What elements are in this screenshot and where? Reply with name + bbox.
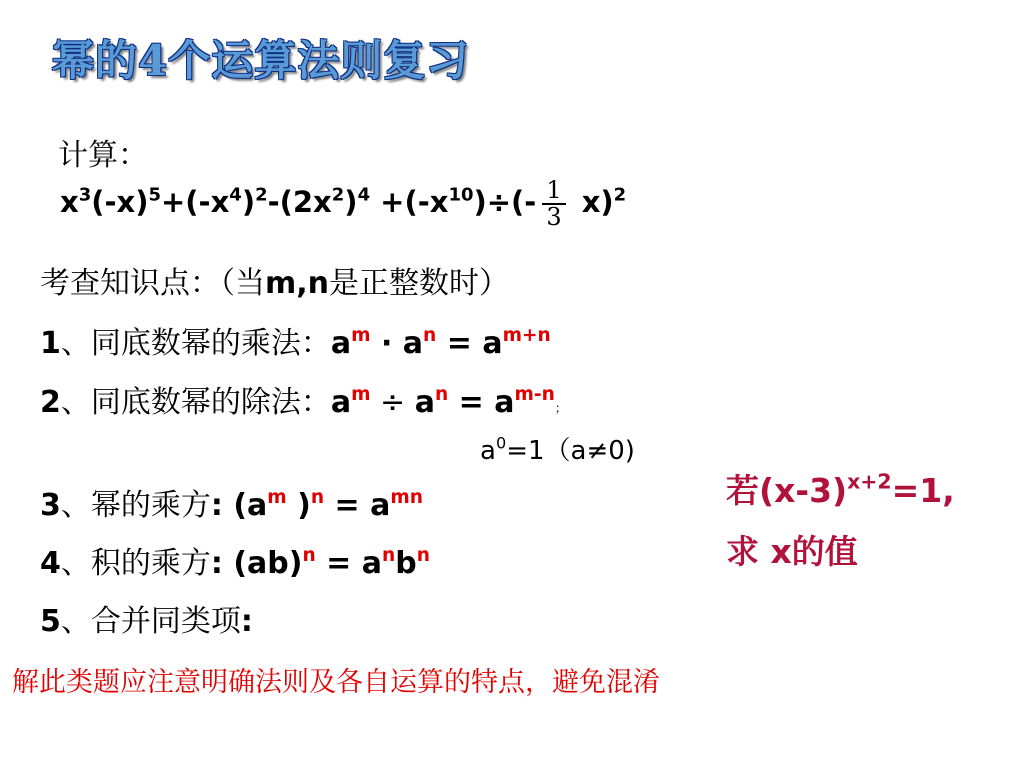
rule-title: 、同底数幂的乘法：	[60, 326, 331, 361]
formula-text: : (ab)	[210, 546, 303, 581]
rule-2	[40, 377, 567, 421]
rule-colon: :	[240, 604, 253, 639]
points-text-end: 是正整数时）	[329, 266, 510, 301]
formula-text: = a	[324, 488, 391, 523]
rule-number: 4	[40, 546, 61, 581]
expr-text: )÷(-	[473, 185, 537, 220]
fraction-denominator: 3	[546, 203, 562, 232]
points-mn: m,n	[265, 266, 330, 301]
formula-base: a	[482, 326, 503, 361]
formula-exponent: 0	[495, 433, 507, 453]
rule-4	[40, 538, 430, 582]
expr-exponent: 2	[255, 184, 268, 206]
formula-exponent: n	[302, 544, 316, 566]
expr-text: -(2x	[267, 185, 332, 220]
formula-base: a	[494, 385, 515, 420]
expr-text: (-x)	[91, 185, 149, 220]
question-text: =1,	[891, 471, 955, 510]
formula-base: a	[330, 326, 352, 361]
caution-note: 解此类题应注意明确法则及各自运算的特点，避免混淆	[12, 667, 660, 698]
formula-equals: =	[448, 385, 495, 420]
rule-number: 1	[40, 326, 61, 361]
rule-number: 2	[40, 385, 61, 420]
points-text: 考查知识点：（当	[40, 266, 265, 301]
rule-formula	[331, 326, 551, 361]
formula-base: a	[402, 326, 424, 361]
expr-exponent: 5	[148, 184, 161, 206]
rule-1	[40, 318, 551, 362]
formula-exponent: n	[310, 486, 325, 508]
slide-title: 幂的4个运算法则复习	[52, 36, 470, 85]
formula-text: =1（a≠0)	[506, 436, 635, 466]
formula-text: = a	[315, 546, 382, 581]
formula-operator: ÷	[370, 385, 415, 420]
formula-exponent: m	[351, 324, 371, 346]
formula-equals: =	[436, 326, 483, 361]
formula-exponent: n	[382, 544, 396, 566]
rule-semicolon: ；	[554, 401, 567, 415]
expr-exponent: 3	[78, 184, 92, 206]
rule-title: 、积的乘方	[60, 546, 211, 581]
formula-exponent: n	[423, 324, 437, 346]
compute-label: 计算：	[58, 138, 148, 173]
rule-5	[40, 596, 253, 640]
expr-text: +(-x	[161, 185, 230, 220]
expr-text: x)	[571, 185, 614, 220]
formula-exponent: m	[267, 486, 287, 508]
expr-text: +(-x	[370, 185, 449, 220]
fraction-numerator: 1	[542, 178, 565, 205]
rule-formula	[211, 546, 430, 581]
rule-2-zero-exponent	[480, 430, 635, 467]
rule-number: 3	[40, 488, 61, 523]
expr-text: x	[60, 185, 79, 220]
rule-title: 、同底数幂的除法：	[60, 385, 331, 420]
expr-exponent: 4	[229, 184, 242, 206]
compute-expression	[60, 178, 626, 230]
expr-text: )	[241, 185, 256, 220]
expr-text: )	[344, 185, 358, 220]
rule-3	[40, 480, 423, 524]
expr-exponent: 10	[448, 184, 474, 206]
rule-formula	[211, 488, 423, 523]
formula-exponent: m-n	[514, 383, 555, 405]
rule-title: 、合并同类项	[60, 604, 241, 639]
knowledge-points-label	[40, 258, 509, 302]
question-line-1	[726, 465, 955, 512]
formula-exponent: n	[434, 383, 449, 405]
formula-base: b	[395, 546, 417, 581]
fraction	[542, 178, 565, 230]
expr-exponent: 2	[613, 184, 627, 206]
expr-exponent: 2	[331, 184, 345, 206]
formula-base: a	[414, 385, 435, 420]
question-text: 若(x-3)	[726, 471, 848, 510]
formula-exponent: n	[416, 544, 430, 566]
rule-title: 、幂的乘方	[60, 488, 211, 523]
formula-text: )	[286, 488, 311, 523]
rule-number: 5	[40, 604, 61, 639]
formula-operator: ·	[370, 326, 403, 361]
formula-base: a	[330, 385, 352, 420]
formula-text: : (a	[210, 488, 268, 523]
formula-base: a	[480, 436, 496, 466]
rule-formula	[331, 385, 555, 420]
question-exponent: x+2	[847, 469, 892, 494]
expr-exponent: 4	[357, 184, 371, 206]
formula-exponent: m+n	[502, 324, 551, 346]
formula-exponent: m	[351, 383, 371, 405]
formula-exponent: mn	[390, 486, 423, 508]
question-line-2: 求 x的值	[726, 532, 858, 571]
